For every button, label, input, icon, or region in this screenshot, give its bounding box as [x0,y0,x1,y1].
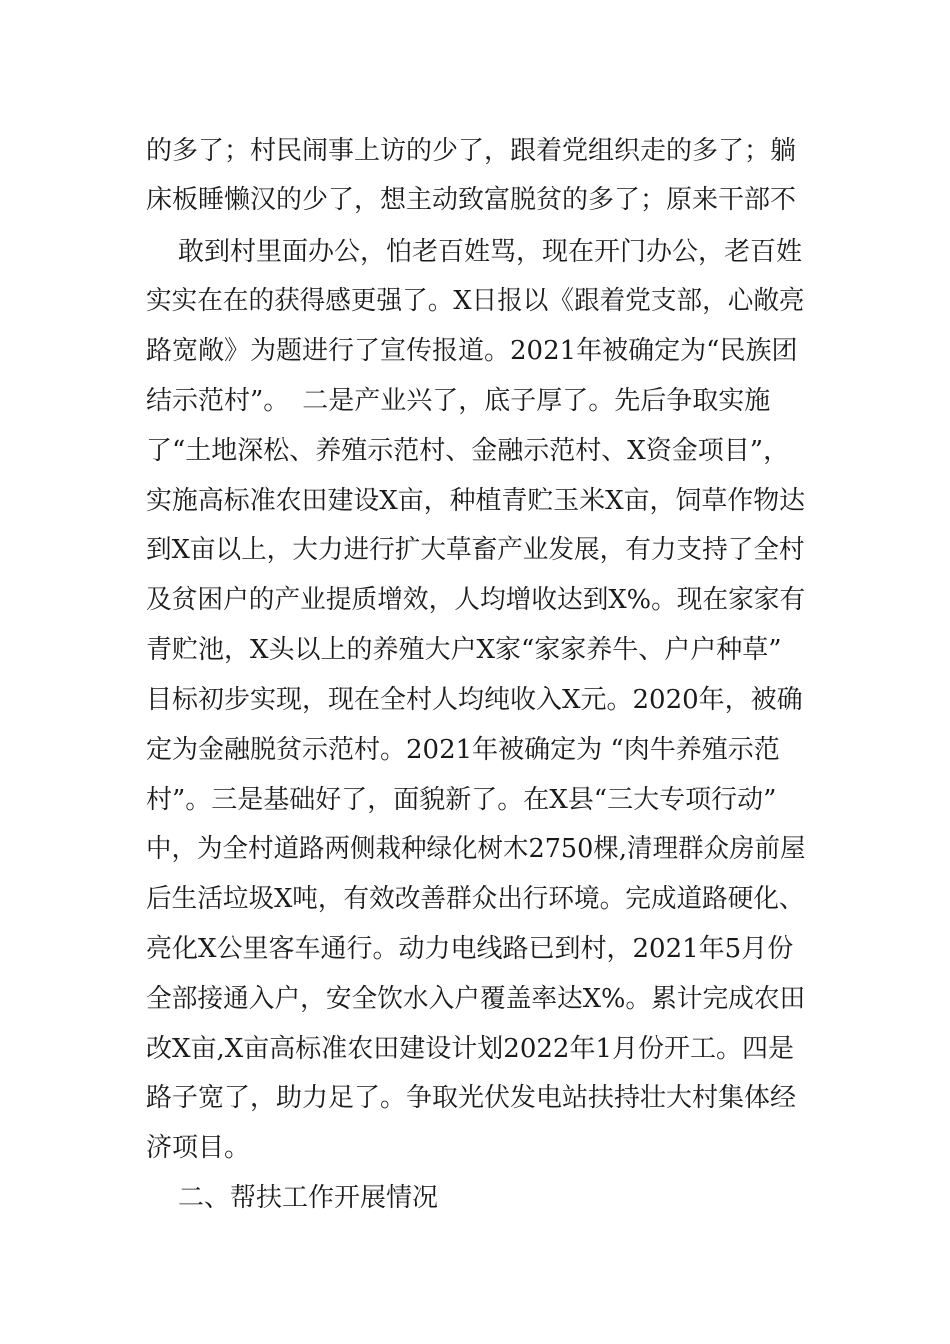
text-line-16: 后生活垃圾X吨，有效改善群众出行环境。完成道路硬化、 [146,884,805,914]
section-heading: 二、帮扶工作开展情况 [178,1183,439,1213]
text-line-9: 到X亩以上，大力进行扩大草畜产业发展，有力支持了全村 [146,535,805,565]
text-line-5: 路宽敞》为题进行了宣传报道。2021年被确定为“民族团 [146,336,798,366]
text-line-8: 实施高标准农田建设X亩，种植青贮玉米X亩，饲草作物达 [146,486,806,516]
text-line-21: 济项目。 [146,1133,251,1163]
text-line-15: 中，为全村道路两侧栽种绿化树木2750棵,清理群众房前屋 [146,834,806,864]
text-line-13: 定为金融脱贫示范村。2021年被确定为 “肉牛养殖示范 [146,735,780,765]
text-line-3: 敢到村里面办公，怕老百姓骂，现在开门办公，老百姓 [178,237,803,267]
text-line-6: 结示范村”。 二是产业兴了，底子厚了。先后争取实施 [146,386,771,416]
text-line-11: 青贮池，X头以上的养殖大户X家“家家养牛、户户种草” [146,635,782,665]
text-line-20: 路子宽了，助力足了。争取光伏发电站扶持壮大村集体经 [146,1083,797,1113]
text-line-2: 床板睡懒汉的少了，想主动致富脱贫的多了；原来干部不 [146,185,797,215]
text-line-12: 目标初步实现，现在全村人均纯收入X元。2020年，被确 [146,685,803,715]
text-line-18: 全部接通入户，安全饮水入户覆盖率达X%。累计完成农田 [146,984,806,1014]
text-line-1: 的多了；村民闹事上访的少了，跟着党组织走的多了；躺 [146,136,797,166]
text-line-10: 及贫困户的产业提质增效，人均增收达到X%。现在家家有 [146,585,806,615]
text-line-17: 亮化X公里客车通行。动力电线路已到村，2021年5月份 [146,934,794,964]
text-line-4: 实实在在的获得感更强了。X日报以《跟着党支部，心敞亮 [146,286,805,316]
text-line-7: 了“土地深松、养殖示范村、金融示范村、X资金项目”， [146,436,790,466]
text-line-14: 村”。三是基础好了，面貌新了。在X县“三大专项行动” [146,785,777,815]
text-line-19: 改X亩,X亩高标准农田建设计划2022年1月份开工。四是 [146,1034,794,1064]
